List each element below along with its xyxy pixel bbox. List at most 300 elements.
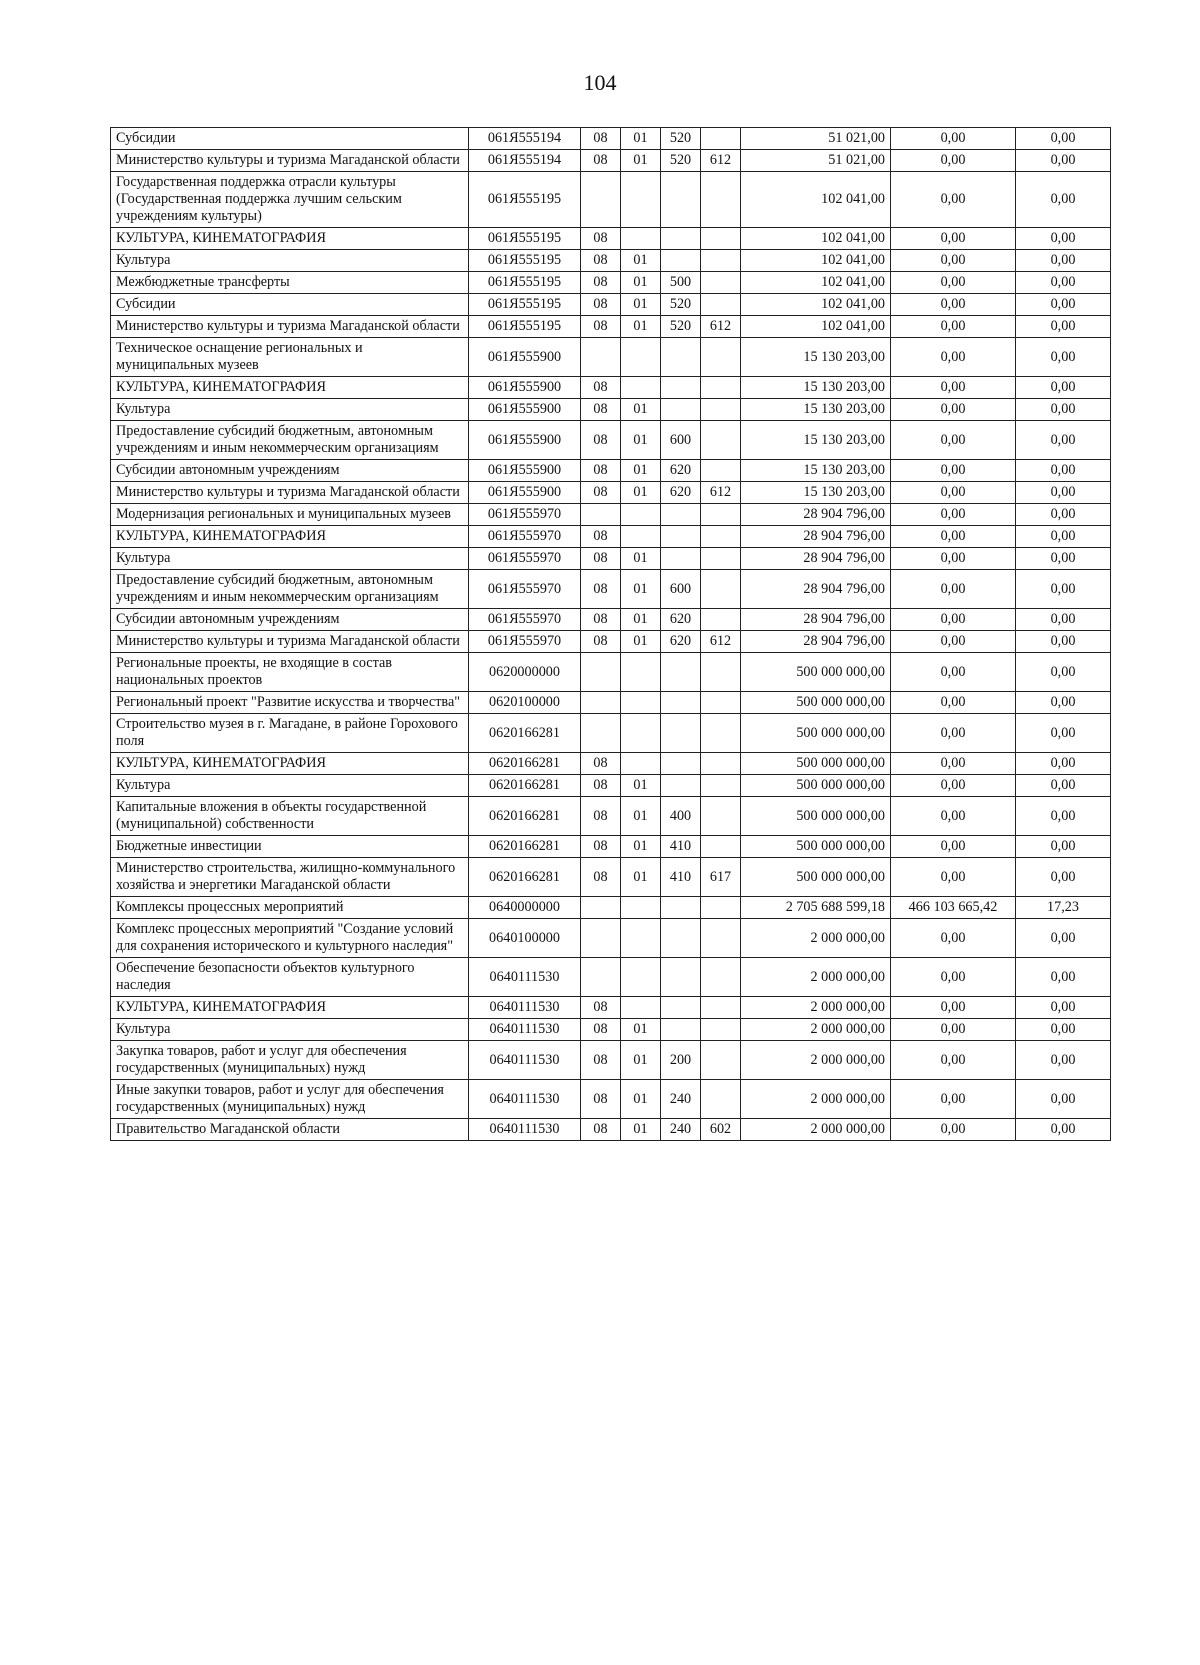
approved-amount: 51 021,00 [741, 150, 891, 172]
administrator-code [701, 836, 741, 858]
administrator-code [701, 897, 741, 919]
administrator-code [701, 919, 741, 958]
administrator-code [701, 526, 741, 548]
row-name: Культура [111, 775, 469, 797]
execution-percent: 0,00 [1016, 482, 1111, 504]
row-name: Правительство Магаданской области [111, 1119, 469, 1141]
table-row [111, 128, 1111, 150]
approved-amount: 2 000 000,00 [741, 1080, 891, 1119]
expense-type-code [661, 958, 701, 997]
expense-type-code [661, 526, 701, 548]
expense-type-code [661, 692, 701, 714]
expense-type-code [661, 250, 701, 272]
row-name: Предоставление субсидий бюджетным, автономным учреждениям и иным некоммерческим организациям [111, 421, 469, 460]
executed-amount: 0,00 [891, 836, 1016, 858]
table-row [111, 172, 1111, 228]
administrator-code [701, 653, 741, 692]
table-row [111, 714, 1111, 753]
expense-type-code [661, 997, 701, 1019]
execution-percent: 0,00 [1016, 714, 1111, 753]
table-row [111, 526, 1111, 548]
administrator-code: 602 [701, 1119, 741, 1141]
row-name: Межбюджетные трансферты [111, 272, 469, 294]
approved-amount: 102 041,00 [741, 172, 891, 228]
row-name: Техническое оснащение региональных и муниципальных музеев [111, 338, 469, 377]
target-article-code: 061Я555194 [469, 150, 581, 172]
approved-amount: 2 000 000,00 [741, 1041, 891, 1080]
section-code: 08 [581, 128, 621, 150]
expense-type-code: 240 [661, 1080, 701, 1119]
execution-percent: 0,00 [1016, 338, 1111, 377]
row-name: Министерство культуры и туризма Магаданской области [111, 631, 469, 653]
executed-amount: 0,00 [891, 250, 1016, 272]
table-row [111, 997, 1111, 1019]
section-code: 08 [581, 421, 621, 460]
target-article-code: 0620166281 [469, 858, 581, 897]
target-article-code: 061Я555195 [469, 272, 581, 294]
administrator-code [701, 172, 741, 228]
administrator-code [701, 128, 741, 150]
subsection-code [621, 897, 661, 919]
table-row [111, 316, 1111, 338]
administrator-code [701, 797, 741, 836]
table-row [111, 399, 1111, 421]
target-article-code: 061Я555900 [469, 482, 581, 504]
execution-percent: 0,00 [1016, 753, 1111, 775]
executed-amount: 0,00 [891, 460, 1016, 482]
section-code [581, 919, 621, 958]
table-row [111, 609, 1111, 631]
target-article-code: 0620166281 [469, 714, 581, 753]
approved-amount: 28 904 796,00 [741, 609, 891, 631]
executed-amount: 0,00 [891, 504, 1016, 526]
target-article-code: 0640111530 [469, 958, 581, 997]
approved-amount: 28 904 796,00 [741, 570, 891, 609]
administrator-code [701, 460, 741, 482]
expense-type-code [661, 338, 701, 377]
expense-type-code: 520 [661, 294, 701, 316]
target-article-code: 0620166281 [469, 797, 581, 836]
approved-amount: 2 000 000,00 [741, 1119, 891, 1141]
approved-amount: 15 130 203,00 [741, 377, 891, 399]
target-article-code: 061Я555194 [469, 128, 581, 150]
row-name: Субсидии [111, 128, 469, 150]
expense-type-code [661, 377, 701, 399]
approved-amount: 2 705 688 599,18 [741, 897, 891, 919]
executed-amount: 0,00 [891, 997, 1016, 1019]
approved-amount: 28 904 796,00 [741, 631, 891, 653]
administrator-code [701, 272, 741, 294]
subsection-code: 01 [621, 128, 661, 150]
row-name: Комплексы процессных мероприятий [111, 897, 469, 919]
row-name: Региональный проект "Развитие искусства и творчества" [111, 692, 469, 714]
administrator-code: 617 [701, 858, 741, 897]
section-code: 08 [581, 1019, 621, 1041]
expense-type-code [661, 919, 701, 958]
subsection-code: 01 [621, 1080, 661, 1119]
row-name: Региональные проекты, не входящие в состав национальных проектов [111, 653, 469, 692]
target-article-code: 0640100000 [469, 919, 581, 958]
target-article-code: 061Я555970 [469, 609, 581, 631]
subsection-code: 01 [621, 1019, 661, 1041]
execution-percent: 0,00 [1016, 294, 1111, 316]
execution-percent: 0,00 [1016, 316, 1111, 338]
subsection-code [621, 653, 661, 692]
expense-type-code [661, 653, 701, 692]
execution-percent: 0,00 [1016, 128, 1111, 150]
expense-type-code: 600 [661, 421, 701, 460]
budget-table [110, 127, 1111, 1141]
administrator-code [701, 548, 741, 570]
target-article-code: 0620166281 [469, 775, 581, 797]
table-row [111, 631, 1111, 653]
target-article-code: 0620166281 [469, 753, 581, 775]
target-article-code: 061Я555970 [469, 548, 581, 570]
row-name: Предоставление субсидий бюджетным, автономным учреждениям и иным некоммерческим организациям [111, 570, 469, 609]
table-row [111, 958, 1111, 997]
table-row [111, 377, 1111, 399]
expense-type-code: 620 [661, 482, 701, 504]
expense-type-code [661, 548, 701, 570]
administrator-code [701, 1041, 741, 1080]
section-code [581, 897, 621, 919]
executed-amount: 0,00 [891, 548, 1016, 570]
execution-percent: 0,00 [1016, 692, 1111, 714]
section-code: 08 [581, 858, 621, 897]
execution-percent: 0,00 [1016, 1119, 1111, 1141]
execution-percent: 0,00 [1016, 958, 1111, 997]
approved-amount: 500 000 000,00 [741, 858, 891, 897]
execution-percent: 0,00 [1016, 377, 1111, 399]
target-article-code: 061Я555900 [469, 338, 581, 377]
row-name: Капитальные вложения в объекты государственной (муниципальной) собственности [111, 797, 469, 836]
administrator-code [701, 338, 741, 377]
approved-amount: 2 000 000,00 [741, 997, 891, 1019]
section-code [581, 172, 621, 228]
subsection-code [621, 997, 661, 1019]
administrator-code [701, 421, 741, 460]
row-name: Строительство музея в г. Магадане, в районе Горохового поля [111, 714, 469, 753]
target-article-code: 061Я555900 [469, 399, 581, 421]
row-name: Культура [111, 1019, 469, 1041]
row-name: Бюджетные инвестиции [111, 836, 469, 858]
table-row [111, 1080, 1111, 1119]
subsection-code: 01 [621, 316, 661, 338]
administrator-code: 612 [701, 316, 741, 338]
section-code [581, 338, 621, 377]
approved-amount: 51 021,00 [741, 128, 891, 150]
subsection-code [621, 172, 661, 228]
executed-amount: 0,00 [891, 1041, 1016, 1080]
execution-percent: 17,23 [1016, 897, 1111, 919]
row-name: КУЛЬТУРА, КИНЕМАТОГРАФИЯ [111, 526, 469, 548]
administrator-code [701, 609, 741, 631]
target-article-code: 061Я555195 [469, 228, 581, 250]
executed-amount: 0,00 [891, 797, 1016, 836]
expense-type-code: 620 [661, 609, 701, 631]
target-article-code: 0640111530 [469, 1119, 581, 1141]
target-article-code: 0620000000 [469, 653, 581, 692]
execution-percent: 0,00 [1016, 172, 1111, 228]
expense-type-code [661, 714, 701, 753]
execution-percent: 0,00 [1016, 399, 1111, 421]
subsection-code: 01 [621, 570, 661, 609]
approved-amount: 500 000 000,00 [741, 653, 891, 692]
row-name: Культура [111, 548, 469, 570]
approved-amount: 2 000 000,00 [741, 919, 891, 958]
execution-percent: 0,00 [1016, 570, 1111, 609]
target-article-code: 061Я555970 [469, 570, 581, 609]
table-row [111, 1019, 1111, 1041]
approved-amount: 28 904 796,00 [741, 526, 891, 548]
subsection-code: 01 [621, 548, 661, 570]
section-code: 08 [581, 250, 621, 272]
execution-percent: 0,00 [1016, 1041, 1111, 1080]
executed-amount: 0,00 [891, 1119, 1016, 1141]
executed-amount: 0,00 [891, 570, 1016, 609]
subsection-code [621, 753, 661, 775]
administrator-code [701, 1080, 741, 1119]
section-code: 08 [581, 272, 621, 294]
section-code: 08 [581, 316, 621, 338]
expense-type-code [661, 504, 701, 526]
approved-amount: 15 130 203,00 [741, 421, 891, 460]
executed-amount: 466 103 665,42 [891, 897, 1016, 919]
row-name: Закупка товаров, работ и услуг для обеспечения государственных (муниципальных) нужд [111, 1041, 469, 1080]
row-name: Обеспечение безопасности объектов культурного наследия [111, 958, 469, 997]
target-article-code: 0640111530 [469, 1019, 581, 1041]
target-article-code: 0620100000 [469, 692, 581, 714]
executed-amount: 0,00 [891, 399, 1016, 421]
approved-amount: 2 000 000,00 [741, 958, 891, 997]
row-name: КУЛЬТУРА, КИНЕМАТОГРАФИЯ [111, 997, 469, 1019]
subsection-code: 01 [621, 836, 661, 858]
target-article-code: 061Я555970 [469, 504, 581, 526]
expense-type-code: 520 [661, 128, 701, 150]
approved-amount: 15 130 203,00 [741, 460, 891, 482]
approved-amount: 500 000 000,00 [741, 714, 891, 753]
execution-percent: 0,00 [1016, 797, 1111, 836]
section-code: 08 [581, 294, 621, 316]
executed-amount: 0,00 [891, 150, 1016, 172]
table-row [111, 897, 1111, 919]
subsection-code: 01 [621, 399, 661, 421]
section-code: 08 [581, 775, 621, 797]
target-article-code: 0640111530 [469, 997, 581, 1019]
administrator-code [701, 377, 741, 399]
target-article-code: 061Я555195 [469, 294, 581, 316]
subsection-code [621, 377, 661, 399]
execution-percent: 0,00 [1016, 1080, 1111, 1119]
section-code [581, 958, 621, 997]
subsection-code: 01 [621, 294, 661, 316]
expense-type-code: 500 [661, 272, 701, 294]
subsection-code [621, 692, 661, 714]
subsection-code [621, 526, 661, 548]
executed-amount: 0,00 [891, 338, 1016, 377]
executed-amount: 0,00 [891, 316, 1016, 338]
section-code: 08 [581, 1080, 621, 1119]
target-article-code: 061Я555195 [469, 250, 581, 272]
subsection-code: 01 [621, 1119, 661, 1141]
section-code: 08 [581, 631, 621, 653]
execution-percent: 0,00 [1016, 919, 1111, 958]
table-row [111, 504, 1111, 526]
section-code: 08 [581, 753, 621, 775]
table-row [111, 692, 1111, 714]
executed-amount: 0,00 [891, 692, 1016, 714]
administrator-code [701, 714, 741, 753]
subsection-code [621, 919, 661, 958]
table-row [111, 294, 1111, 316]
execution-percent: 0,00 [1016, 272, 1111, 294]
executed-amount: 0,00 [891, 421, 1016, 460]
administrator-code [701, 294, 741, 316]
execution-percent: 0,00 [1016, 775, 1111, 797]
administrator-code [701, 692, 741, 714]
target-article-code: 061Я555900 [469, 377, 581, 399]
executed-amount: 0,00 [891, 775, 1016, 797]
subsection-code [621, 958, 661, 997]
table-row [111, 653, 1111, 692]
expense-type-code [661, 228, 701, 250]
approved-amount: 28 904 796,00 [741, 548, 891, 570]
approved-amount: 2 000 000,00 [741, 1019, 891, 1041]
execution-percent: 0,00 [1016, 836, 1111, 858]
table-row [111, 919, 1111, 958]
subsection-code: 01 [621, 775, 661, 797]
execution-percent: 0,00 [1016, 150, 1111, 172]
row-name: Модернизация региональных и муниципальных музеев [111, 504, 469, 526]
table-row [111, 250, 1111, 272]
row-name: Министерство культуры и туризма Магаданской области [111, 316, 469, 338]
table-row [111, 775, 1111, 797]
executed-amount: 0,00 [891, 294, 1016, 316]
executed-amount: 0,00 [891, 377, 1016, 399]
section-code: 08 [581, 548, 621, 570]
row-name: Субсидии автономным учреждениям [111, 460, 469, 482]
administrator-code [701, 997, 741, 1019]
expense-type-code: 410 [661, 836, 701, 858]
section-code: 08 [581, 836, 621, 858]
table-row [111, 460, 1111, 482]
executed-amount: 0,00 [891, 1019, 1016, 1041]
administrator-code [701, 504, 741, 526]
subsection-code: 01 [621, 421, 661, 460]
section-code: 08 [581, 150, 621, 172]
executed-amount: 0,00 [891, 172, 1016, 228]
table-row [111, 836, 1111, 858]
target-article-code: 0640000000 [469, 897, 581, 919]
row-name: КУЛЬТУРА, КИНЕМАТОГРАФИЯ [111, 377, 469, 399]
administrator-code [701, 570, 741, 609]
executed-amount: 0,00 [891, 228, 1016, 250]
expense-type-code [661, 775, 701, 797]
row-name: Государственная поддержка отрасли культуры (Государственная поддержка лучшим сельским учреждениям культуры) [111, 172, 469, 228]
subsection-code: 01 [621, 482, 661, 504]
subsection-code: 01 [621, 272, 661, 294]
execution-percent: 0,00 [1016, 1019, 1111, 1041]
execution-percent: 0,00 [1016, 997, 1111, 1019]
expense-type-code [661, 172, 701, 228]
target-article-code: 061Я555970 [469, 631, 581, 653]
executed-amount: 0,00 [891, 753, 1016, 775]
section-code [581, 504, 621, 526]
executed-amount: 0,00 [891, 958, 1016, 997]
administrator-code: 612 [701, 150, 741, 172]
expense-type-code: 200 [661, 1041, 701, 1080]
table-row [111, 482, 1111, 504]
table-row [111, 1119, 1111, 1141]
subsection-code: 01 [621, 631, 661, 653]
target-article-code: 0620166281 [469, 836, 581, 858]
administrator-code: 612 [701, 482, 741, 504]
row-name: Субсидии [111, 294, 469, 316]
expense-type-code: 600 [661, 570, 701, 609]
section-code [581, 653, 621, 692]
section-code: 08 [581, 526, 621, 548]
approved-amount: 500 000 000,00 [741, 775, 891, 797]
execution-percent: 0,00 [1016, 609, 1111, 631]
subsection-code: 01 [621, 858, 661, 897]
subsection-code: 01 [621, 609, 661, 631]
administrator-code [701, 753, 741, 775]
approved-amount: 15 130 203,00 [741, 399, 891, 421]
approved-amount: 500 000 000,00 [741, 797, 891, 836]
administrator-code [701, 399, 741, 421]
expense-type-code [661, 753, 701, 775]
table-row [111, 753, 1111, 775]
execution-percent: 0,00 [1016, 858, 1111, 897]
approved-amount: 500 000 000,00 [741, 753, 891, 775]
subsection-code: 01 [621, 797, 661, 836]
expense-type-code: 240 [661, 1119, 701, 1141]
approved-amount: 102 041,00 [741, 228, 891, 250]
table-row [111, 150, 1111, 172]
execution-percent: 0,00 [1016, 504, 1111, 526]
target-article-code: 061Я555195 [469, 316, 581, 338]
section-code: 08 [581, 377, 621, 399]
approved-amount: 15 130 203,00 [741, 482, 891, 504]
table-row [111, 797, 1111, 836]
subsection-code: 01 [621, 460, 661, 482]
execution-percent: 0,00 [1016, 228, 1111, 250]
section-code: 08 [581, 228, 621, 250]
administrator-code [701, 1019, 741, 1041]
section-code: 08 [581, 482, 621, 504]
expense-type-code: 620 [661, 460, 701, 482]
section-code: 08 [581, 797, 621, 836]
execution-percent: 0,00 [1016, 653, 1111, 692]
section-code: 08 [581, 1119, 621, 1141]
subsection-code [621, 714, 661, 753]
target-article-code: 061Я555195 [469, 172, 581, 228]
execution-percent: 0,00 [1016, 631, 1111, 653]
approved-amount: 15 130 203,00 [741, 338, 891, 377]
row-name: Иные закупки товаров, работ и услуг для обеспечения государственных (муниципальных) нужд [111, 1080, 469, 1119]
subsection-code [621, 338, 661, 377]
executed-amount: 0,00 [891, 482, 1016, 504]
expense-type-code: 520 [661, 316, 701, 338]
table-body [111, 128, 1111, 1141]
administrator-code [701, 958, 741, 997]
expense-type-code [661, 897, 701, 919]
row-name: КУЛЬТУРА, КИНЕМАТОГРАФИЯ [111, 753, 469, 775]
executed-amount: 0,00 [891, 526, 1016, 548]
executed-amount: 0,00 [891, 1080, 1016, 1119]
subsection-code: 01 [621, 1041, 661, 1080]
expense-type-code: 620 [661, 631, 701, 653]
